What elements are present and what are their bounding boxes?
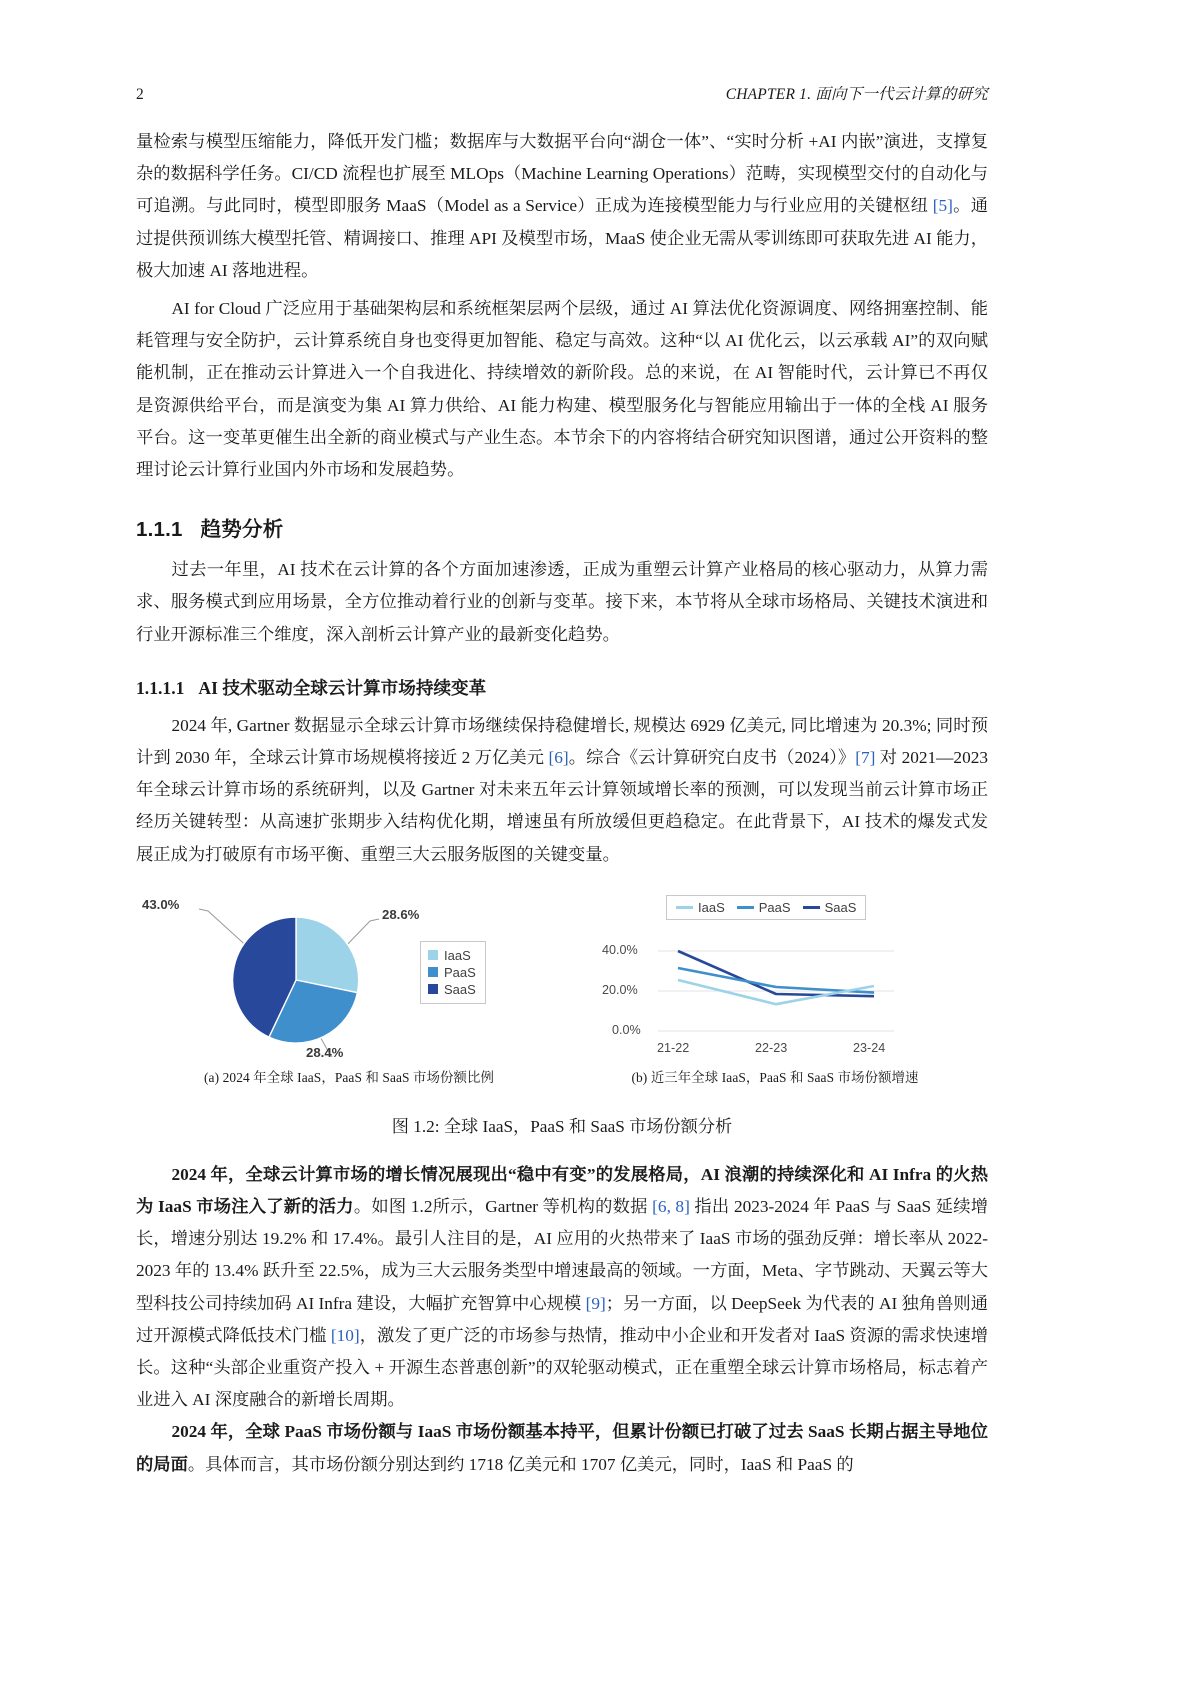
pie-chart bbox=[136, 885, 562, 1061]
line-series-paas bbox=[678, 968, 874, 993]
line-legend-items bbox=[676, 899, 856, 916]
chapter-header: CHAPTER 1. 面向下一代云计算的研究 bbox=[725, 86, 988, 103]
paragraph-5-d: ；另一方面，以 DeepSeek 为代表的 AI 独角兽则通过开源模式降低技术门槛 bbox=[136, 1293, 988, 1345]
legend-swatch-saas-icon bbox=[428, 984, 438, 994]
subcaption-a: (a) 2024 年全球 IaaS，PaaS 和 SaaS 市场份额比例 bbox=[204, 1069, 494, 1085]
section-number: 1.1.1 bbox=[136, 518, 183, 542]
page-number: 2 bbox=[136, 86, 144, 103]
citation-7[interactable]: [7] bbox=[855, 748, 876, 768]
paragraph-6-lead: 2024 年，全球 PaaS 市场份额与 IaaS 市场份额基本持平，但累计份额已打破了过去 SaaS 长期占据主导地位的局面 bbox=[136, 1422, 988, 1474]
paragraph-1-text: 量检索与模型压缩能力，降低开发门槛；数据库与大数据平台向“湖仓一体”、“实时分析 +AI 内嵌”演进，支撑复杂的数据科学任务。CI/CD 流程也扩展至 MLOps（Machine Learning Operations）范畴，实现模型交付的自动化与可追溯。与此同时，模型即服务 MaaS（Model as a Service）正成为连接模型能力与行业应用的关键枢纽 bbox=[136, 132, 988, 216]
legend-line-iaas-icon bbox=[676, 906, 693, 909]
citation-10[interactable]: [10] bbox=[330, 1325, 360, 1345]
subcaption-b: (b) 近三年全球 IaaS，PaaS 和 SaaS 市场份额增速 bbox=[631, 1069, 919, 1085]
citation-9[interactable]: [9] bbox=[585, 1293, 606, 1313]
figure-caption: 图 1.2: 全球 IaaS，PaaS 和 SaaS 市场份额分析 bbox=[391, 1116, 733, 1136]
pie-label-paas: 28.4% bbox=[306, 1044, 344, 1060]
pie-legend bbox=[420, 941, 486, 1004]
figure-1-2 bbox=[136, 885, 988, 1137]
legend-swatch-paas-icon bbox=[428, 967, 438, 977]
paragraph-gartner bbox=[136, 710, 988, 871]
running-head bbox=[136, 82, 988, 104]
ytick-20: 20.0% bbox=[602, 982, 638, 997]
paragraph-5-e: ，激发了更广泛的市场参与热情，推动中小企业和开发者对 IaaS 资源的需求快速增长。这种“头部企业重资产投入 + 开源生态普惠创新”的双轮驱动模式，正在重塑全球云计算市场格局，标志着产业进入 AI 深度融合的新增长周期。 bbox=[136, 1325, 988, 1410]
xtick-21-22: 21-22 bbox=[657, 1040, 690, 1055]
citation-6-8[interactable]: [6, 8] bbox=[652, 1197, 690, 1217]
paragraph-4-a: 2024 年, Gartner 数据显示全球云计算市场继续保持稳健增长, 规模达 6929 亿美元, 同比增速为 20.3%; 同时预计到 2030 年，全球云计算市场规模将接近 2 万亿美元 bbox=[136, 715, 988, 768]
xtick-22-23: 22-23 bbox=[755, 1040, 788, 1055]
line-chart bbox=[562, 885, 988, 1061]
line-series-iaas bbox=[678, 980, 874, 1004]
paragraph-4-b: 。综合《云计算研究白皮书（2024）》 bbox=[568, 748, 856, 768]
subfigure-a-pie bbox=[136, 885, 562, 1086]
legend-item-saas bbox=[428, 981, 476, 998]
legend-line-paas-icon bbox=[737, 906, 754, 909]
legend-label-iaas: IaaS bbox=[444, 947, 471, 963]
paragraph-1-tail: 。通过提供预训练大模型托管、精调接口、推理 API 及模型市场，MaaS 使企业无需从零训练即可获取先进 AI 能力，极大加速 AI 落地进程。 bbox=[136, 196, 988, 280]
legend-swatch-iaas-icon bbox=[428, 950, 438, 960]
section-title: 趋势分析 bbox=[200, 518, 284, 542]
legend-label-iaas: IaaS bbox=[698, 899, 725, 915]
paragraph-5-b: 。如图 1.2所示，Gartner 等机构的数据 bbox=[353, 1197, 653, 1217]
subsection-heading bbox=[136, 675, 988, 700]
legend-label-saas: SaaS bbox=[444, 981, 476, 997]
legend-label-paas: PaaS bbox=[758, 899, 791, 915]
section-heading bbox=[136, 512, 988, 542]
pie-label-saas: 43.0% bbox=[142, 896, 180, 912]
subsection-title: AI 技术驱动全球云计算市场持续变革 bbox=[198, 677, 487, 698]
pie-label-iaas: 28.6% bbox=[382, 906, 420, 922]
text-column bbox=[136, 126, 988, 1481]
paragraph-4-c: 对 2021—2023 年全球云计算市场的系统研判，以及 Gartner 对未来五年云计算领域增长率的预测，可以发现当前云计算市场正经历关键转型：从高速扩张期步入结构优化期，增速虽有所放缓但更趋稳定。在此背景下，AI 技术的爆发式发展正成为打破原有市场平衡、重塑三大云服务版图的关键变量。 bbox=[136, 748, 988, 864]
paragraph-trend-intro: 过去一年里，AI 技术在云计算的各个方面加速渗透，正成为重塑云计算产业格局的核心驱动力，从算力需求、服务模式到应用场景，全方位推动着行业的创新与变革。接下来，本节将从全球市场格局、关键技术演进和行业开源标准三个维度，深入剖析云计算产业的最新变化趋势。 bbox=[136, 560, 988, 644]
paragraph-6-b: 。具体而言，其市场份额分别达到约 1718 亿美元和 1707 亿美元，同时，IaaS 和 PaaS 的 bbox=[187, 1454, 854, 1474]
subfigure-row bbox=[136, 885, 988, 1086]
legend-label-paas: PaaS bbox=[444, 964, 476, 980]
legend-line-saas-icon bbox=[803, 906, 820, 909]
xtick-23-24: 23-24 bbox=[853, 1040, 886, 1055]
legend-item-paas bbox=[428, 964, 476, 981]
paragraph-5-lead: 2024 年，全球云计算市场的增长情况展现出“稳中有变”的发展格局，AI 浪潮的持续深化和 AI Infra 的火热为 IaaS 市场注入了新的活力 bbox=[136, 1164, 988, 1217]
ytick-0: 0.0% bbox=[612, 1022, 641, 1037]
ytick-40: 40.0% bbox=[602, 942, 638, 957]
line-legend bbox=[666, 895, 866, 920]
paragraph-5-c: 指出 2023-2024 年 PaaS 与 SaaS 延续增长，增速分别达 19.2% 和 17.4%。最引人注目的是，AI 应用的火热带来了 IaaS 市场的强劲反弹：增长率从 2022-2023 年的 13.4% 跃升至 22.5%，成为三大云服务类型中增速最高的领域。一方面，Meta、字节跳动、天翼云等大型科技公司持续加码 AI Infra 建设，大幅扩充智算中心规模 bbox=[136, 1197, 989, 1313]
subfigure-b-line bbox=[562, 885, 988, 1086]
legend-label-saas: SaaS bbox=[824, 899, 857, 915]
citation-5[interactable]: [5] bbox=[932, 196, 953, 216]
citation-6[interactable]: [6] bbox=[548, 748, 569, 768]
subsection-number: 1.1.1.1 bbox=[136, 677, 185, 698]
paragraph-paas-share bbox=[136, 1416, 988, 1480]
paragraph-ai-for-cloud: AI for Cloud 广泛应用于基础架构层和系统框架层两个层级，通过 AI 算法优化资源调度、网络拥塞控制、能耗管理与安全防护，云计算系统自身也变得更加智能、稳定与高效。这种“以 AI 优化云，以云承载 AI”的双向赋能机制，正在推动云计算进入一个自我进化、持续增效的新阶段。总的来说，在 AI 智能时代，云计算已不再仅是资源供给平台，而是演变为集 AI 算力供给、AI 能力构建、模型服务化与智能应用输出于一体的全栈 AI 服务平台。这一变革更催生出全新的商业模式与产业生态。本节余下的内容将结合研究知识图谱，通过公开资料的整理讨论云计算行业国内外市场和发展趋势。 bbox=[136, 299, 988, 480]
paragraph-continued bbox=[136, 126, 988, 287]
paragraph-market-growth bbox=[136, 1159, 988, 1417]
pie-chart-svg bbox=[136, 885, 562, 1061]
legend-item-iaas bbox=[428, 947, 476, 964]
